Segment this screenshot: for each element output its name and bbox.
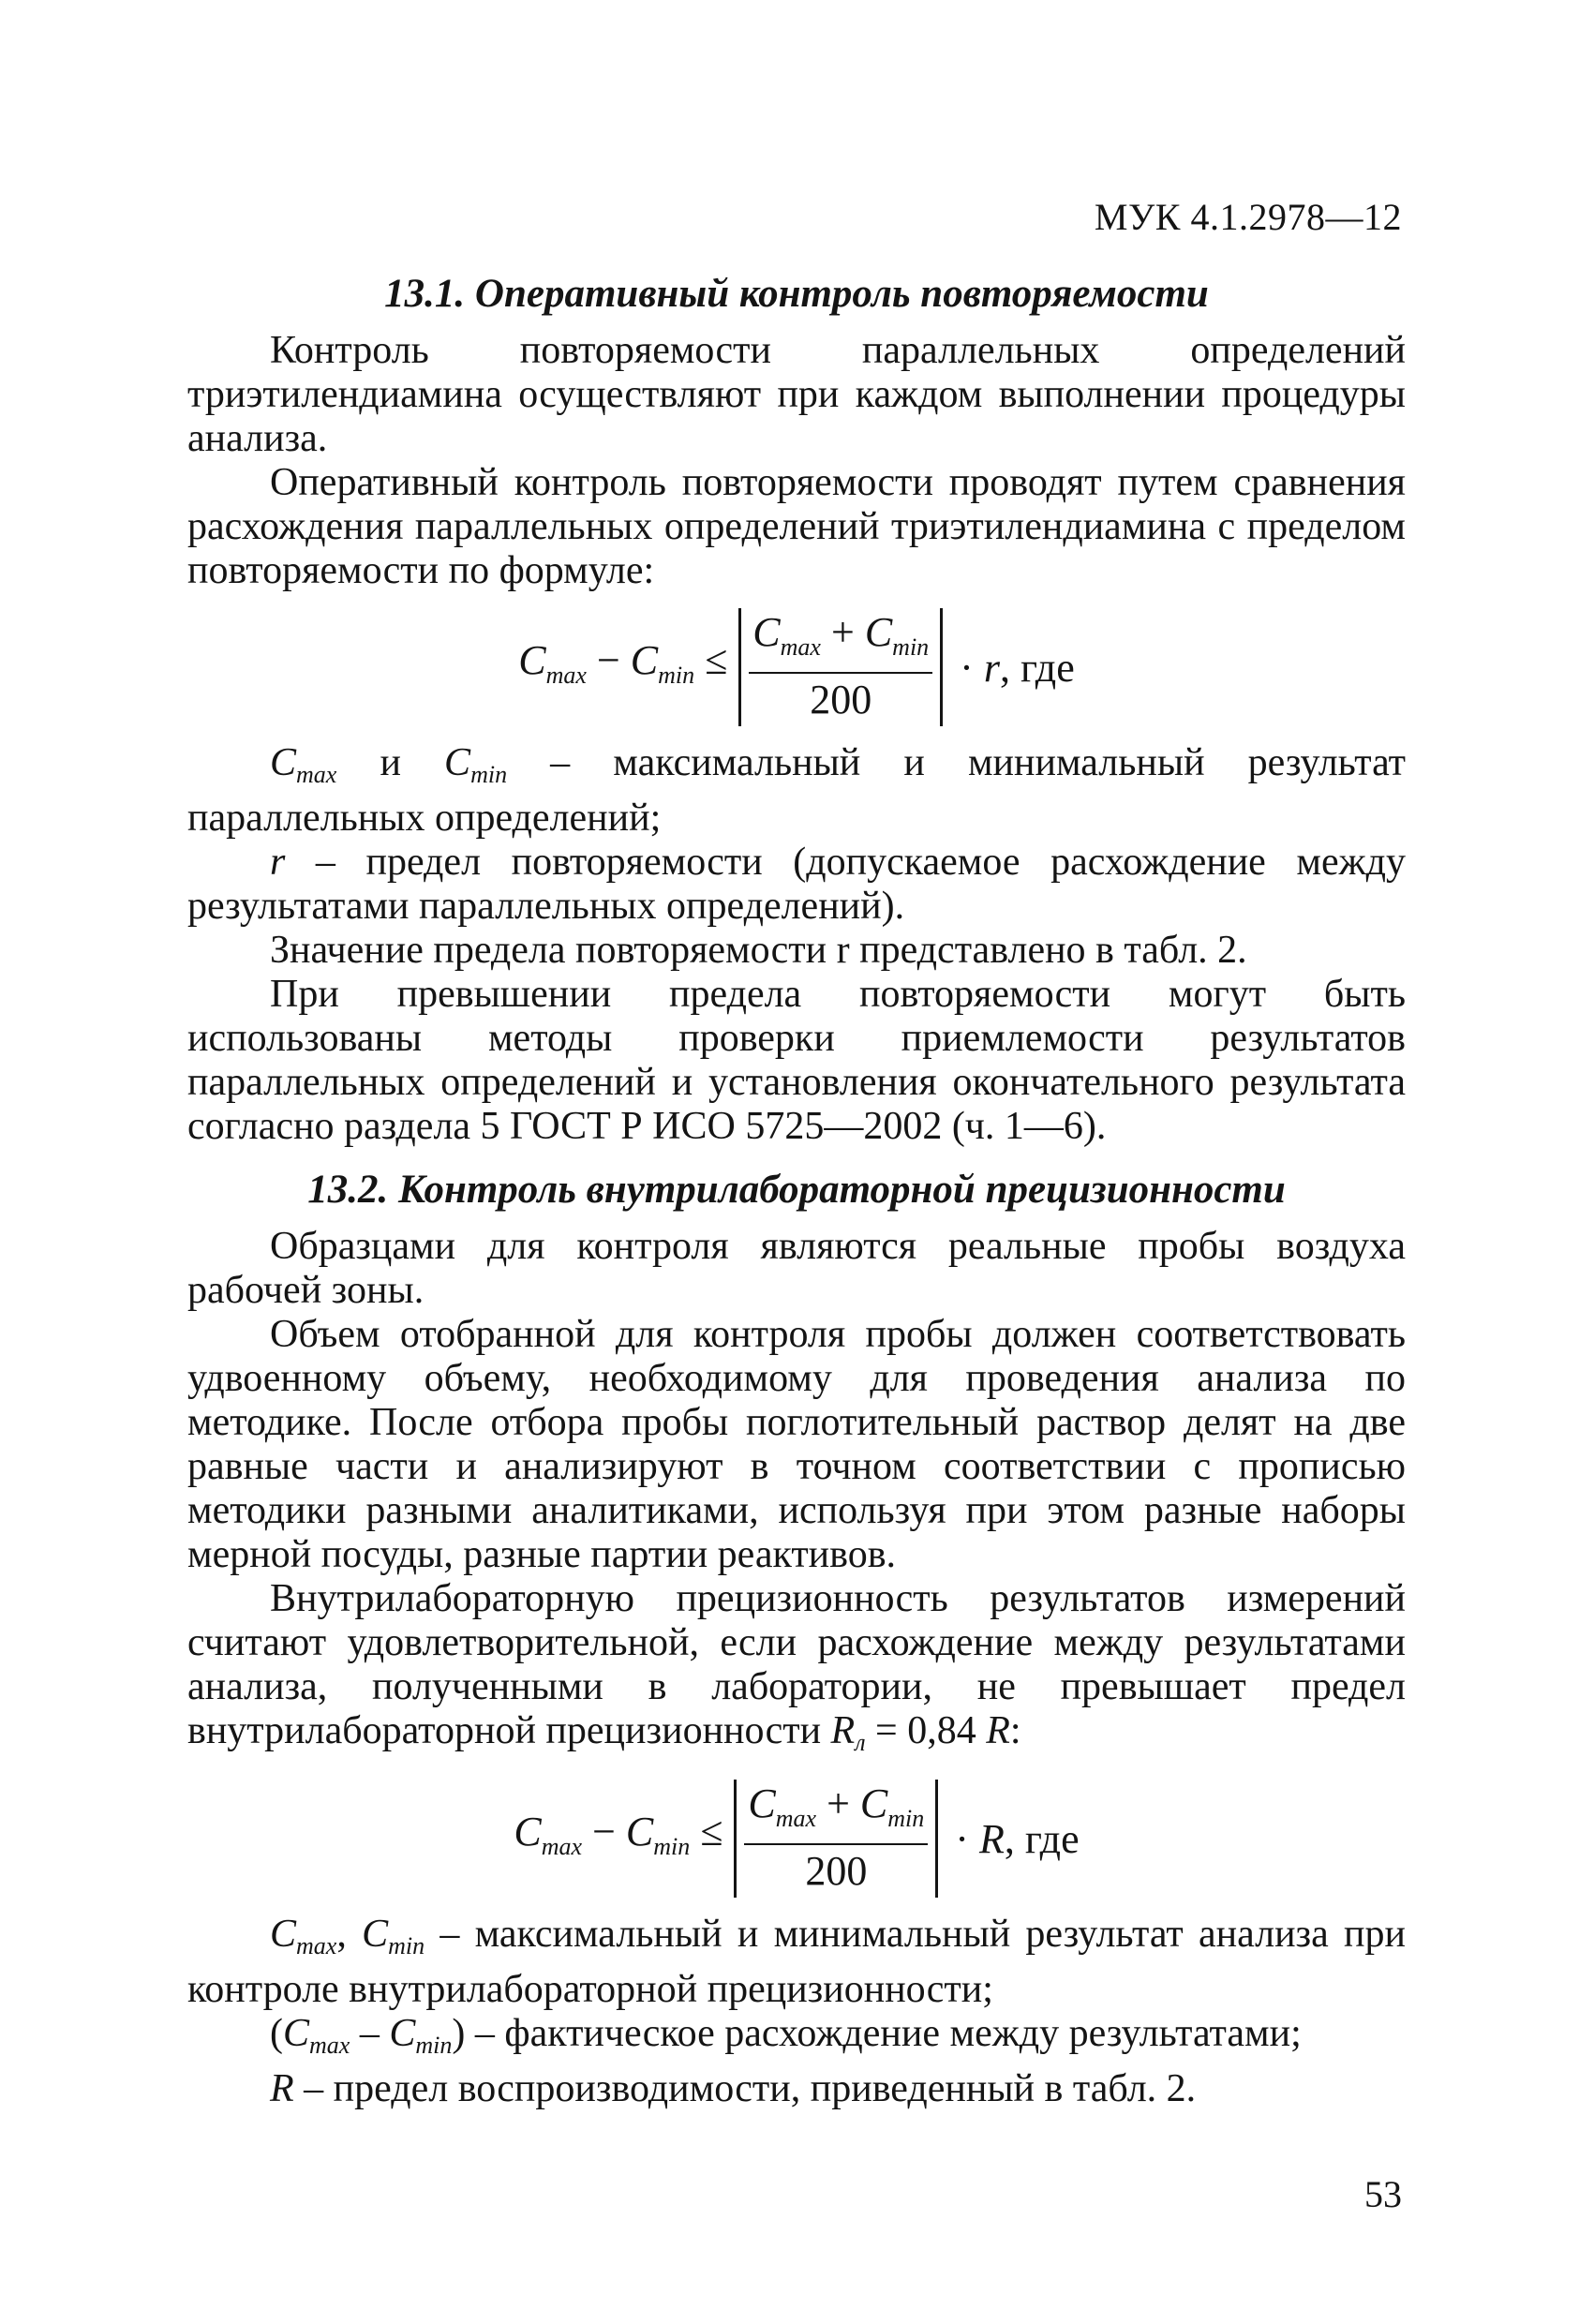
repeatability-formula: [187, 608, 1406, 726]
intralab-precision-formula: [187, 1780, 1406, 1898]
paragraph: Образцами для контроля являются реальные пробы воздуха рабочей зоны.: [187, 1225, 1406, 1312]
fraction-denominator: 200: [810, 677, 872, 723]
fraction-numerator: $C_{max} + C_{min}$: [744, 1780, 928, 1845]
formula-factor: · R, где: [955, 1815, 1080, 1862]
paragraph: Оперативный контроль повторяемости проводят путем сравнения расхождения параллельных определений триэтилендиамина с пределом повторяемости по формуле:: [187, 461, 1406, 592]
fraction-denominator: 200: [805, 1848, 868, 1894]
paragraph: При превышении предела повторяемости могут быть использованы методы проверки приемлемости результатов параллельных определений и установления окончательного результата согласно раздела 5 ГОСТ Р ИСО 5725—2002 (ч. 1—6).: [187, 973, 1406, 1148]
paragraph: Значение предела повторяемости r представлено в табл. 2.: [270, 929, 1247, 972]
definition-r: r – предел повторяемости (допускаемое расхождение между результатами параллельных определений).: [187, 841, 1406, 928]
paragraph: Контроль повторяемости параллельных определений триэтилендиамина осуществляют при каждом выполнении процедуры анализа.: [187, 329, 1406, 460]
paragraph: Внутрилабораторную прецизионность результатов измерений считают удовлетворительной, если расхождение между результатами анализа, полученными в лаборатории, не превышает предел внутрилабораторной прецизионности Rл = 0,84 R:: [187, 1577, 1406, 1756]
formula-lhs: $C_{max} - C_{min}$ ≤: [514, 1808, 723, 1860]
absolute-value-fraction: [734, 1780, 938, 1898]
section-heading-13-1: 13.1. Оперативный контроль повторяемости: [384, 272, 1209, 316]
formula-factor: · r, где: [960, 644, 1075, 691]
section-heading-13-2: 13.2. Контроль внутрилабораторной прецизионности: [307, 1168, 1286, 1212]
formula-lhs: $C_{max} - C_{min}$ ≤: [518, 636, 728, 689]
page-number: 53: [1364, 2173, 1402, 2215]
page-body: [187, 272, 1406, 2111]
document-code: МУК 4.1.2978—12: [1094, 196, 1402, 238]
absolute-value-fraction: [738, 608, 943, 726]
fraction-numerator: $C_{max} + C_{min}$: [749, 608, 932, 674]
definition-cmax-cmin: Cmax и Cmin – максимальный и минимальный результат параллельных определений;: [187, 741, 1406, 840]
paragraph: Объем отобранной для контроля пробы должен соответствовать удвоенному объему, необходимому для проведения анализа по методике. После отбора пробы поглотительный раствор делят на две равные части и анализируют в точном соответствии с прописью методики разными аналитиками, используя при этом разные наборы мерной посуды, разные партии реактивов.: [187, 1313, 1406, 1576]
definition-R: R – предел воспроизводимости, приведенный в табл. 2.: [270, 2067, 1197, 2110]
definition-cmax-cmin: Cmax, Cmin – максимальный и минимальный результат анализа при контроле внутрилабораторной прецизионности;: [187, 1913, 1406, 2011]
definition-difference: (Cmax – Cmin) – фактическое расхождение между результатами;: [270, 2012, 1302, 2059]
